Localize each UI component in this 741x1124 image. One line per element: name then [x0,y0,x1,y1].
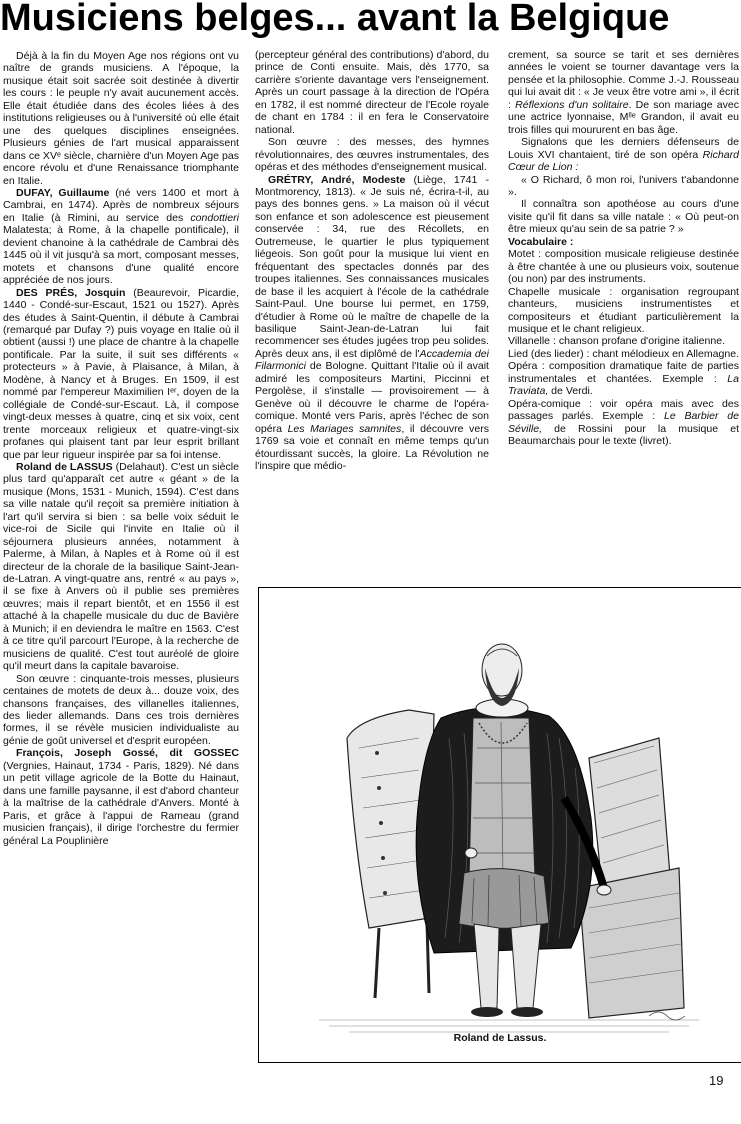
column-2 [255,49,489,472]
table [579,868,684,1018]
dufay-emphasis: condottieri [190,211,239,224]
gretry-emphasis-2: Les Mariages samnites [287,422,402,435]
dufay-entry [3,187,239,287]
gretry-cont-a: crement, sa source se tarit et ses dernières années le voient se tourner davantage vers la pensée et la philosophie. Comme J.-J. Rousseau qui lui avait dit : « Je veux être votre ami », il écrit : [508,49,739,111]
gretry-text-c: , il découvre vers 1769 sa voie et connaît en même temps qu'un étourdissant succès, la gloire. La Révolution ne l'inspire que médio- [255,422,489,472]
gretry-continued [508,49,739,136]
definition-opera [508,360,739,397]
column-1 [3,50,239,847]
portrait-engraving [259,588,741,1062]
signal-paragraph [508,136,739,173]
lassus-text: (Delahaut). C'est un siècle plus tard qu'apparaît cet autre « géant » de la musique (Mons, 1531 - Munich, 1594). C'est dans sa ville natale qu'il reçoit sa première initiation à l'art qu'il servira si bien : sa belle voix séduit le vice-roi de Sicile qui l'invite en Italie où il séjournera plusieurs années, notamment à Palerme, à Milan, à Naples et à Rome où il est directeur de la chorale de la basilique Saint-Jean-de-Latran. A vingt-quatre ans, rentré « au pays », il se fixe à Anvers où il publie ses premières œuvres; mais il repart bientôt, et en 1556 il est attaché à la chapelle musicale du duc de Bavière à Munich; il en deviendra le maître en 1563. C'est à ce titre qu'il parcourt l'Europe, à la recherche de musiciens de qualité. C'est tout auréolé de gloire qu'il meurt dans la capitale bavaroise. [3,460,239,673]
def-opera-b: de Verdi. [548,385,593,398]
definition-chapelle: Chapelle musicale : organisation regroupant chanteurs, musiciens instrumentistes et compositeurs et étudiant particulièrement la musique et le chant religieux. [508,285,739,335]
gretry-text-b: de Bologne. Quittant l'Italie où il avait admiré les compositeurs Martini, Piccinni et Pergolèse, il s'installe — provisoirement — à Genève où il découvre le charme de l'opéra-comique. Monté vers Paris, après l'échec de son opéra [255,360,489,435]
signal-emphasis: Richard Cœur de Lion : [508,148,739,174]
apotheose-paragraph: Il connaîtra son apothéose au cours d'une visite qu'il fit dans sa ville natale : « Où peut-on être mieux qu'au sein de sa patrie ? » [508,198,739,236]
gossec-continued: (percepteur général des contributions) d'abord, du prince de Conti ensuite. Mais, dès 1770, sa carrière s'oriente davantage vers l'enseignement. Après un court passage à la direction de l'Opéra en 1782, il est nommé directeur de l'Ecole royale de chant en 1784 : il en fera le Conservatoire national. [255,49,489,136]
gretry-entry [255,174,489,473]
gretry-cont-b: . De son mariage avec une actrice lyonnaise, Mˡˡᵉ Grandon, il avait eu trois filles qui moururent en bas âge. [508,98,739,136]
gossec-oeuvre: Son œuvre : des messes, des hymnes révolutionnaires, des œuvres instrumentales, des opéras et des méthodes d'enseignement musical. [255,136,489,174]
lassus-entry [3,461,239,673]
gossec-name: François, Joseph Gossé, dit GOSSEC [16,747,239,760]
gretry-text-a: (Liège, 1741 - Montmorency, 1813). « Je suis né, écrira-t-il, au pays des bonnes gens. » La maison où il vécut son enfance et son adolescence est pieusement conservée : 34, rue des Récollets, en Outremeuse, le quartier le plus typiquement liégeois. Son goût pour la musique lui vient en fréquentant des spectacles donnés par des troupes italiennes. Ses connaissances musicales de base il les acquiert à l'école de la cathédrale Saint-Paul. Une bourse lui permet, en 1759, d'étudier à Rome où le maître de chapelle de la basilique Saint-Jean-de-Latran lui fait recommencer ses études jugées trop peu solides. Après deux ans, il est diplômé de l' [255,173,489,360]
intro-paragraph: Déjà à la fin du Moyen Age nos régions ont vu naître de grands musiciens. A l'époque, la musique était soit sacrée soit destinée à divertir les cours : le peuple n'y avait aucunement accès. Elle était étudiée dans des écoles liées à des institutions religieuses ou à l'université où elle était une des quelques disciplines enseignées. Plusieurs génies de l'art musical apparaissent dans ce XVᵉ siècle, charnière d'un Moyen Age pas encore révolu et d'une Renaissance triomphante en Italie. [3,50,239,187]
gretry-emphasis-1: Accademia dei Filarmonici [255,347,489,373]
figure-caption: Roland de Lassus. [453,1032,547,1044]
vocabulary-heading: Vocabulaire : [508,235,574,248]
definition-lied: Lied (des lieder) : chant mélodieux en Allemagne. [508,347,739,360]
lassus-name: Roland de LASSUS [16,460,113,473]
def-oc-a: Opéra-comique : voir opéra mais avec des passages parlés. Exemple : [508,397,739,423]
def-oc-emphasis: Le Barbier de Séville, [508,410,739,435]
gretry-name: GRÉTRY, André, Modeste [268,173,406,186]
dufay-name: DUFAY, Guillaume [16,186,110,199]
quote-paragraph: « O Richard, ô mon roi, l'univers t'abandonne ». [508,173,739,198]
page-number: 19 [709,1073,724,1088]
signal-text: Signalons que les derniers défenseurs de Louis XVI chantaient, tiré de son opéra [508,136,739,161]
def-opera-a: Opéra : composition dramatique faite de parties instrumentales et chantées. Exemple : [508,360,739,385]
gossec-entry [3,747,239,847]
lassus-oeuvre: Son œuvre : cinquante-trois messes, plusieurs centaines de motets de deux à... douze voix, des chansons françaises, des villanelles italiennes, des lieder allemands. Dans ces trois dernières formes, il se révèle musicien individualiste au génie de goût universel et d'esprit européen. [3,672,239,747]
definition-villanelle: Villanelle : chanson profane d'origine italienne. [508,335,726,348]
dufay-text-a: (né vers 1400 et mort à Cambrai, en 1474). Après de nombreux séjours en Italie (à Rimini, au service des [3,186,239,224]
portrait-figure [258,587,741,1063]
definition-opera-comique [508,398,739,448]
def-oc-b: de Rossini pour la musique et Beaumarchais pour le texte (livret). [508,422,739,448]
def-opera-emphasis: La Traviata, [508,372,739,398]
definition-motet: Motet : composition musicale religieuse destinée à être chantée à une ou plusieurs voix, soutenue (ou non) par des instruments. [508,248,739,286]
despres-entry [3,287,239,461]
despres-text: (Beaurevoir, Picardie, 1440 - Condé-sur-Escaut, 1521 ou 1527). Après des études à Saint-Quentin, il débute à Cambrai (remarqué par Dufay ?) puis voyage en Italie où il obtient (aussi !) une place de chantre à la chapelle pontificale. Par la suite, il suit ses différents « protecteurs » à Pavie, à Plaisance, à Milan, à Modène, à Nancy et à Bruges. En 1509, il est nommé par l'empereur Maximilien Iᵉʳ, doyen de la collégiale de Condé-sur-Escaut. Là, il compose vingt-deux messes à quatre, cinq et six voix, cent trente morceaux religieux et quatre-vingt-six profanes qui plaisent tant par leur esprit brillant que par leur rigueur inspirée par sa foi intense. [3,286,239,461]
page-title: Musiciens belges... avant la Belgique [0,0,670,39]
gretry-cont-emphasis: Réflexions d'un solitaire [515,98,629,111]
despres-name: DES PRÉS, Josquin [16,286,126,299]
dufay-text-b: Malatesta; à Rome, à la chapelle pontificale), il devient chanoine à la cathédrale de Cambrai dès 1445 où il vit jusqu'à sa mort, composant messes, motets et chansons d'une qualité encore appréciée de nos jours. [3,224,239,287]
column-3 [508,49,739,448]
gossec-text: (Vergnies, Hainaut, 1734 - Paris, 1829). Né dans un petit village agricole de la Botte du Hainaut, dans une famille paysanne, il est d'abord chanteur à la maîtrise de la cathédrale d'Anvers. Monté à Paris, et grâce à l'appui de Rameau (grand musicien français), il dirige l'orchestre du fermier général La Pouplinière [3,759,239,847]
